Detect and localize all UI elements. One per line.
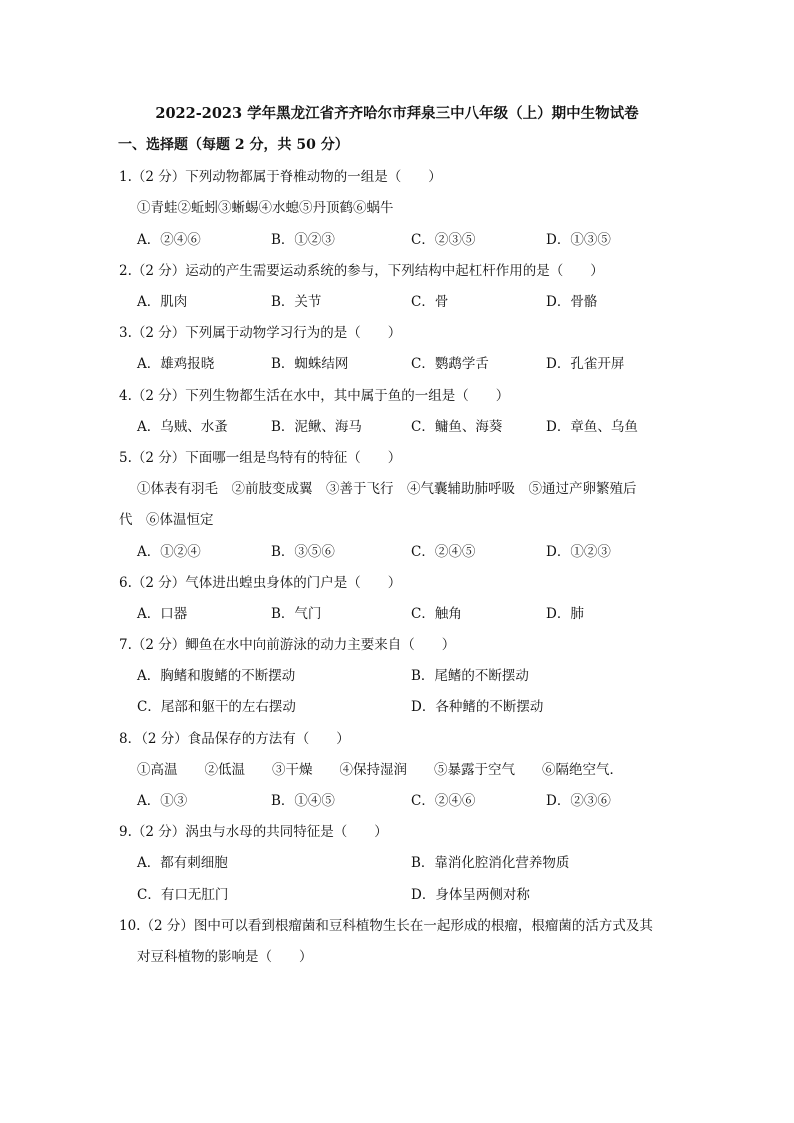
option-c[interactable]: C．有口无肛门 <box>137 887 229 903</box>
option-d[interactable]: D．②③⑥ <box>546 793 611 809</box>
option-b[interactable]: B．①④⑤ <box>271 793 335 809</box>
option-d[interactable]: D．身体呈两侧对称 <box>411 887 530 903</box>
option-d[interactable]: D．章鱼、乌鱼 <box>546 419 638 435</box>
option-c[interactable]: C．②③⑤ <box>411 232 476 248</box>
question-7-options-row2 <box>137 695 697 715</box>
option-b[interactable]: B．③⑤⑥ <box>271 544 335 560</box>
option-d[interactable]: D．①③⑤ <box>546 232 611 248</box>
option-b[interactable]: B．蜘蛛结网 <box>271 356 349 372</box>
question-5-items-line2: 代 ⑥体温恒定 <box>119 512 214 528</box>
question-1-stem: 1.（2 分）下列动物都属于脊椎动物的一组是（ ） <box>119 169 442 185</box>
option-b[interactable]: B．靠消化腔消化营养物质 <box>411 855 570 871</box>
option-d[interactable]: D．骨骼 <box>546 294 598 310</box>
option-a[interactable]: A．口器 <box>137 606 188 622</box>
question-3-stem: 3.（2 分）下列属于动物学习行为的是（ ） <box>119 325 402 341</box>
option-b[interactable]: B．气门 <box>271 606 322 622</box>
question-2-options <box>137 290 697 310</box>
question-6-options <box>137 602 697 622</box>
question-10-stem-line2: 对豆科植物的影响是（ ） <box>137 949 313 965</box>
option-b[interactable]: B．①②③ <box>271 232 335 248</box>
question-4-stem: 4.（2 分）下列生物都生活在水中，其中属于鱼的一组是（ ） <box>119 388 510 404</box>
option-c[interactable]: C．鹦鹉学舌 <box>411 356 489 372</box>
question-9-options-row2 <box>137 883 697 903</box>
option-a[interactable]: A．乌贼、水蚤 <box>137 419 228 435</box>
option-a[interactable]: A．肌肉 <box>137 294 188 310</box>
question-8-stem: 8．（2 分）食品保存的方法有（ ） <box>119 731 350 747</box>
option-a[interactable]: A．①②④ <box>137 544 201 560</box>
option-d[interactable]: D．各种鳍的不断摆动 <box>411 699 544 715</box>
question-7-stem: 7.（2 分）鲫鱼在水中向前游泳的动力主要来自（ ） <box>119 637 456 653</box>
option-c[interactable]: C．尾部和躯干的左右摆动 <box>137 699 296 715</box>
question-7-options-row1 <box>137 664 697 684</box>
page-title: 2022-2023 学年黑龙江省齐齐哈尔市拜泉三中八年级（上）期中生物试卷 <box>155 105 639 122</box>
option-b[interactable]: B．关节 <box>271 294 322 310</box>
option-c[interactable]: C．骨 <box>411 294 449 310</box>
question-1-options <box>137 228 697 248</box>
option-b[interactable]: B．泥鳅、海马 <box>271 419 362 435</box>
option-d[interactable]: D．①②③ <box>546 544 611 560</box>
question-10-stem-line1: 10.（2 分）图中可以看到根瘤菌和豆科植物生长在一起形成的根瘤，根瘤菌的活方式及其 <box>119 918 653 934</box>
question-6-stem: 6.（2 分）气体进出蝗虫身体的门户是（ ） <box>119 575 402 591</box>
option-a[interactable]: A．②④⑥ <box>137 232 201 248</box>
option-c[interactable]: C．鳙鱼、海葵 <box>411 419 503 435</box>
question-8-options <box>137 789 697 809</box>
section-heading: 一、选择题（每题 2 分，共 50 分） <box>118 137 349 153</box>
question-9-stem: 9.（2 分）涡虫与水母的共同特征是（ ） <box>119 824 388 840</box>
option-a[interactable]: A．都有刺细胞 <box>137 855 228 871</box>
option-c[interactable]: C．②④⑤ <box>411 544 476 560</box>
option-c[interactable]: C．触角 <box>411 606 462 622</box>
question-3-options <box>137 352 697 372</box>
option-a[interactable]: A．雄鸡报晓 <box>137 356 215 372</box>
question-2-stem: 2.（2 分）运动的产生需要运动系统的参与，下列结构中起杠杆作用的是（ ） <box>119 263 604 279</box>
question-4-options <box>137 415 697 435</box>
question-5-options <box>137 540 697 560</box>
question-9-options-row1 <box>137 851 697 871</box>
option-a[interactable]: A．①③ <box>137 793 188 809</box>
option-c[interactable]: C．②④⑥ <box>411 793 476 809</box>
question-5-items-line1: ①体表有羽毛 ②前肢变成翼 ③善于飞行 ④气囊辅助肺呼吸 ⑤通过产卵繁殖后 <box>137 481 637 497</box>
option-a[interactable]: A．胸鳍和腹鳍的不断摆动 <box>137 668 296 684</box>
option-d[interactable]: D．肺 <box>546 606 584 622</box>
question-5-stem: 5.（2 分）下面哪一组是鸟特有的特征（ ） <box>119 450 402 466</box>
question-8-items: ①高温 ②低温 ③干燥 ④保持湿润 ⑤暴露于空气 ⑥隔绝空气． <box>137 762 623 778</box>
option-b[interactable]: B．尾鳍的不断摆动 <box>411 668 529 684</box>
option-d[interactable]: D．孔雀开屏 <box>546 356 625 372</box>
question-1-items: ①青蛙②蚯蚓③蜥蜴④水螅⑤丹顶鹤⑥蜗牛 <box>137 200 394 216</box>
